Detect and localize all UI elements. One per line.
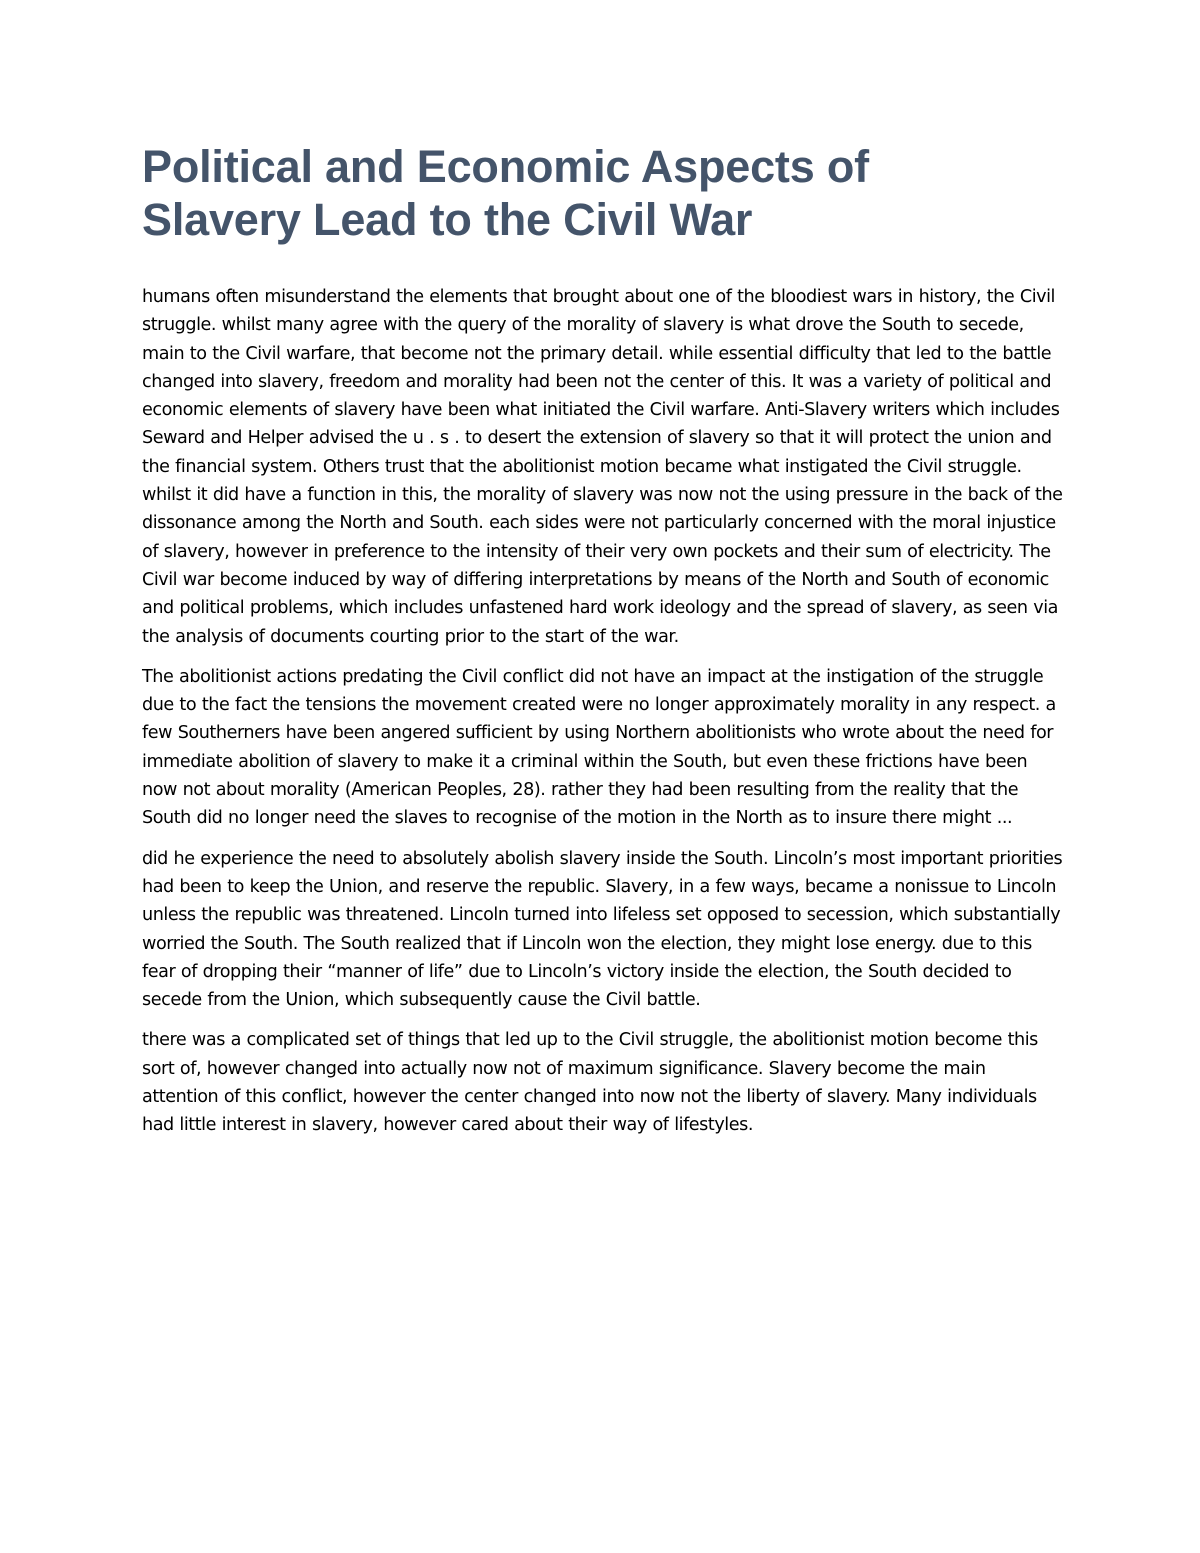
paragraph-2: The abolitionist actions predating the Civil conflict did not have an impact at the instigation of the struggle due to the fact the tensions the movement created were no longer approximately morality in any respect. a few Southerners have been angered sufficient by using Northern abolitionists who wrote about the need for immediate abolition of slavery to make it a criminal within the South, but even these frictions have been now not about morality (American Peoples, 28). rather they had been resulting from the reality that the South did no longer need the slaves to recognise of the motion in the North as to insure there might ... — [142, 666, 1056, 829]
title-line-2: Slavery Lead to the Civil War — [142, 194, 753, 245]
paragraph-3: did he experience the need to absolutely abolish slavery inside the South. Lincoln’s most important priorities had been to keep the Union, and reserve the republic. Slavery, in a few ways, became a nonissue to Lincoln unless the republic was threatened. Lincoln turned into lifeless set opposed to secession, which substantially worried the South. The South realized that if Lincoln won the election, they might lose energy. due to this fear of dropping their “manner of life” due to Lincoln’s victory inside the election, the South decided to secede from the Union, which subsequently cause the Civil battle. — [142, 848, 1063, 1011]
document-body — [142, 283, 1067, 1140]
paragraph-4: there was a complicated set of things that led up to the Civil struggle, the abolitionist motion become this sort of, however changed into actually now not of maximum significance. Slavery become the main attention of this conflict, however the center changed into now not the liberty of slavery. Many individuals had little interest in slavery, however cared about their way of lifestyles. — [142, 1030, 1038, 1136]
document-content — [142, 140, 1067, 1152]
title-line-1: Political and Economic Aspects of — [142, 141, 869, 192]
paragraph-1: humans often misunderstand the elements that brought about one of the bloodiest wars in history, the Civil struggle. whilst many agree with the query of the morality of slavery is what drove the South to secede, main to the Civil warfare, that become not the primary detail. while essential difficulty that led to the battle changed into slavery, freedom and morality had been not the center of this. It was a variety of political and economic elements of slavery have been what initiated the Civil warfare. Anti-Slavery writers which includes Seward and Helper advised the u . s . to desert the extension of slavery so that it will protect the union and the financial system. Others trust that the abolitionist motion became what instigated the Civil struggle. whilst it did have a function in this, the morality of slavery was now not the using pressure in the back of the dissonance among the North and South. each sides were not particularly concerned with the moral injustice of slavery, however in preference to the intensity of their very own pockets and their sum of electricity. The Civil war become induced by way of differing interpretations by means of the North and South of economic and political problems, which includes unfastened hard work ideology and the spread of slavery, as seen via the analysis of documents courting prior to the start of the war. — [142, 287, 1063, 647]
document-title — [142, 140, 1067, 246]
